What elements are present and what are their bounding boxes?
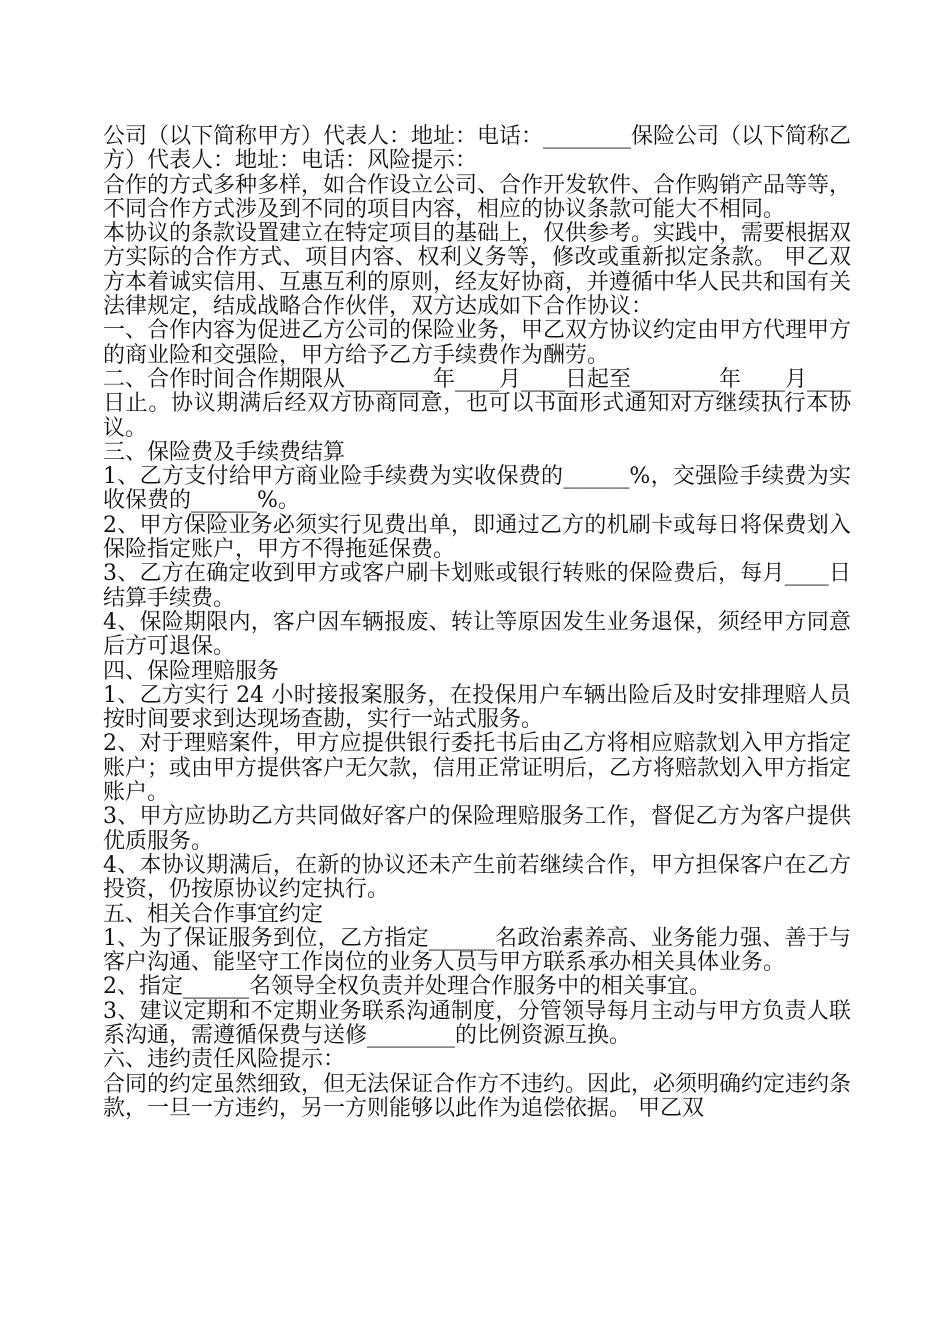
document-body [103,125,851,1121]
paragraph-section-3-item-4: 4、保险期限内，客户因车辆报废、转让等原因发生业务退保，须经甲方同意后方可退保。 [103,609,851,660]
paragraph-section-4-item-2: 2、对于理赔案件，甲方应提供银行委托书后由乙方将相应赔款划入甲方指定账户；或由甲方提供客户无欠款，信用正常证明后，乙方将赔款划入甲方指定账户。 [103,731,852,806]
paragraph-header-parties: 公司（以下简称甲方）代表人：地址：电话：________保险公司（以下简称乙方）代表人：地址：电话：风险提示： [103,124,852,174]
heading-section-4: 四、保险理赔服务 [103,658,280,684]
paragraph-section-3-item-1: 1、乙方支付给甲方商业险手续费为实收保费的______%，交强险手续费为实收保费的______%。 [103,464,851,514]
paragraph-section-2: 二、合作时间合作期限从________年____月____日起至________年____月____日止。协议期满后经双方协商同意，也可以书面形式通知对方继续执行本协议。 [103,366,852,441]
paragraph-section-4-item-1: 1、乙方实行 24 小时接报案服务，在投保用户车辆出险后及时安排理赔人员按时间要求到达现场查勘，实行一站式服务。 [103,682,851,733]
paragraph-section-4-item-4: 4、本协议期满后，在新的协议还未产生前若继续合作，甲方担保客户在乙方投资，仍按原协议约定执行。 [103,852,851,903]
paragraph-section-4-item-3: 3、甲方应协助乙方共同做好客户的保险理赔服务工作，督促乙方为客户提供优质服务。 [103,804,851,854]
paragraph-section-5-item-3: 3、建议定期和不定期业务联系沟通制度，分管领导每月主动与甲方负责人联系沟通，需遵循保费与送修________的比例资源互换。 [103,998,851,1048]
paragraph-section-1: 一、合作内容为促进乙方公司的保险业务，甲乙双方协议约定由甲方代理甲方的商业险和交强险，甲方给予乙方手续费作为酬劳。 [103,318,852,368]
paragraph-section-5-item-1: 1、为了保证服务到位，乙方指定______名政治素养高、业务能力强、善于与客户沟通、能坚守工作岗位的业务人员与甲方联系承办相关具体业务。 [103,925,851,976]
heading-section-3: 三、保险费及手续费结算 [103,439,346,465]
paragraph-risk-intro: 合作的方式多种多样，如合作设立公司、合作开发软件、合作购销产品等等，不同合作方式涉及到不同的项目内容，相应的协议条款可能大不相同。 [103,172,852,222]
heading-section-6: 六、违约责任风险提示： [103,1047,346,1073]
paragraph-section-5-item-2: 2、指定______名领导全权负责并处理合作服务中的相关事宜。 [103,974,711,1000]
paragraph-section-3-item-3: 3、乙方在确定收到甲方或客户刷卡划账或银行转账的保险费后，每月____日结算手续费。 [103,561,851,611]
paragraph-section-6-text: 合同的约定虽然细致，但无法保证合作方不违约。因此，必须明确约定违约条款，一旦一方违约，另一方则能够以此作为追偿依据。 甲乙双 [103,1071,852,1121]
paragraph-section-3-item-2: 2、甲方保险业务必须实行见费出单，即通过乙方的机刷卡或每日将保费划入保险指定账户，甲方不得拖延保费。 [103,512,851,563]
heading-section-5: 五、相关合作事宜约定 [103,901,324,927]
paragraph-preamble: 本协议的条款设置建立在特定项目的基础上，仅供参考。实践中，需要根据双方实际的合作方式、项目内容、权利义务等，修改或重新拟定条款。 甲乙双方本着诚实信用、互惠互利的原则，经友好协商，并遵循中华人民共和国有关法律规定，结成战略合作伙伴，双方达成如下合作协议： [103,221,852,320]
